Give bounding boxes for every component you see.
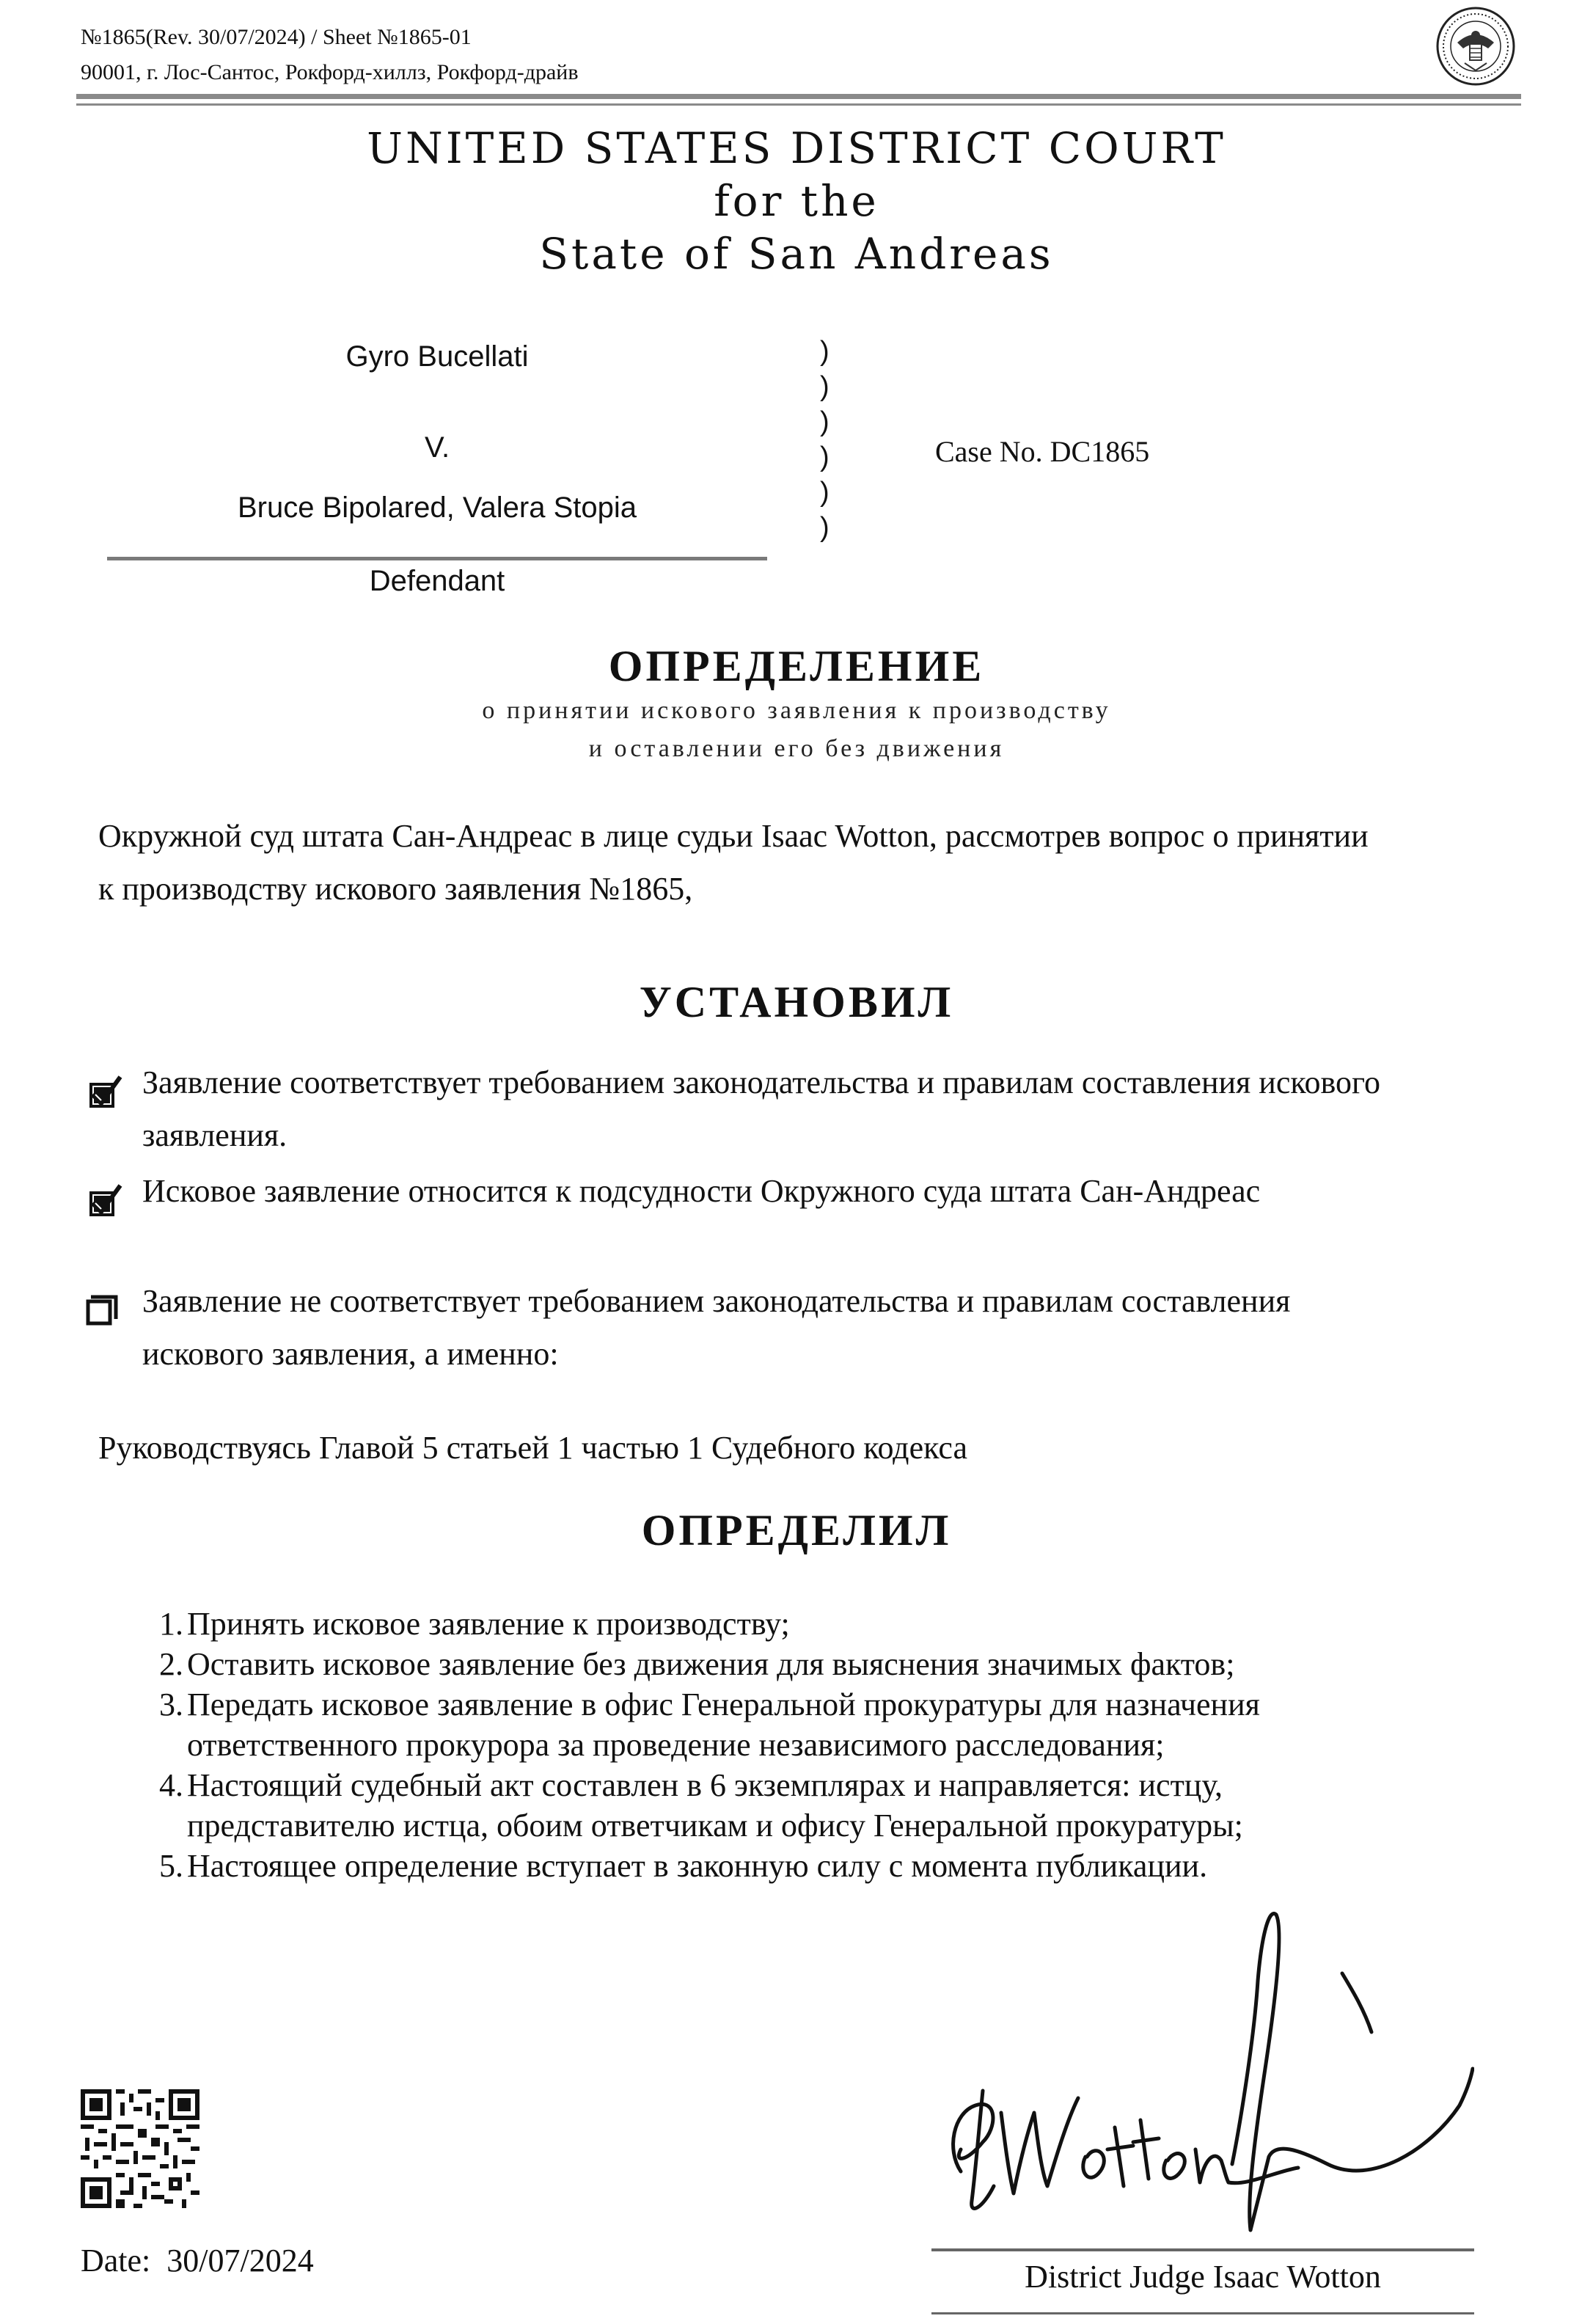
document-title: ОПРЕДЕЛЕНИЕ <box>608 642 985 690</box>
list-item-number: 2. <box>159 1646 183 1682</box>
established-item1-line1: Заявление соответствует требованием законодательства и правилам составления искового <box>142 1064 1380 1100</box>
established-item2-line1: Исковое заявление относится к подсудности Окружного суда штата Сан-Андреас <box>142 1173 1261 1209</box>
list-item-text: Принять исковое заявление к производству; <box>187 1606 790 1642</box>
header-divider <box>76 94 1521 99</box>
judge-signature <box>931 1907 1474 2245</box>
sheet-reference: №1865(Rev. 30/07/2024) / Sheet №1865-01 <box>81 25 472 49</box>
decision-list <box>147 1604 1423 1886</box>
court-address: 90001, г. Лос-Сантос, Рокфорд-хиллз, Рокфорд-драйв <box>81 60 579 84</box>
plaintiff-name: Gyro Bucellati <box>345 340 529 373</box>
list-item <box>147 1604 1423 1644</box>
list-item-text: Передать исковое заявление в офис Генеральной прокуратуры для назначения <box>187 1687 1260 1722</box>
signature-underline <box>931 2312 1474 2314</box>
caption-paren: ) <box>820 442 830 472</box>
qr-code-icon <box>81 2089 199 2208</box>
date-label: Date: <box>81 2243 151 2279</box>
list-item <box>147 1846 1423 1886</box>
established-item1-line2: заявления. <box>142 1117 288 1153</box>
list-item-text: Оставить исковое заявление без движения для выяснения значимых фактов; <box>187 1646 1235 1682</box>
court-name-line1: UNITED STATES DISTRICT COURT <box>367 123 1226 173</box>
court-name-line3: State of San Andreas <box>539 229 1054 279</box>
signature-line <box>931 2248 1474 2251</box>
caption-paren: ) <box>820 336 830 367</box>
case-number: Case No. DC1865 <box>935 435 1150 468</box>
list-item-number: 4. <box>159 1767 183 1803</box>
caption-paren: ) <box>820 406 830 437</box>
list-item <box>147 1765 1423 1846</box>
document-subtitle-line1: о принятии искового заявления к производству <box>482 697 1111 724</box>
list-item <box>147 1684 1423 1765</box>
court-seal-icon <box>1435 6 1516 87</box>
header-divider-thin <box>76 103 1521 106</box>
decided-heading: ОПРЕДЕЛИЛ <box>641 1506 952 1554</box>
list-item-number: 5. <box>159 1848 183 1884</box>
list-item-text: Настоящий судебный акт составлен в 6 экземплярах и направляется: истцу, <box>187 1767 1223 1803</box>
checked-box-icon <box>88 1074 123 1109</box>
established-heading: УСТАНОВИЛ <box>639 978 954 1026</box>
caption-paren: ) <box>820 371 830 402</box>
list-item-text-cont: представителю истца, обоим ответчикам и офису Генеральной прокуратуры; <box>187 1808 1243 1844</box>
caption-paren: ) <box>820 512 830 543</box>
defendant-names: Bruce Bipolared, Valera Stopia <box>237 492 637 524</box>
intro-line1: Окружной суд штата Сан-Андреас в лице судьи Isaac Wotton, рассмотрев вопрос о принятии <box>98 818 1369 854</box>
date-value: 30/07/2024 <box>166 2243 314 2279</box>
legal-basis: Руководствуясь Главой 5 статьей 1 частью 1 Судебного кодекса <box>98 1430 967 1466</box>
list-item-number: 1. <box>159 1606 183 1642</box>
document-date <box>81 2242 314 2279</box>
list-item-text: Настоящее определение вступает в законную силу с момента публикации. <box>187 1848 1208 1884</box>
judge-name: District Judge Isaac Wotton <box>1025 2259 1381 2295</box>
intro-line2: к производству искового заявления №1865, <box>98 871 693 907</box>
checked-box-icon <box>88 1183 123 1218</box>
defendant-label: Defendant <box>369 565 505 597</box>
established-item3-line2: искового заявления, а именно: <box>142 1336 559 1372</box>
established-item3-line1: Заявление не соответствует требованием законодательства и правилам составления <box>142 1283 1291 1319</box>
versus-label: V. <box>424 431 450 464</box>
list-item-number: 3. <box>159 1687 183 1722</box>
document-subtitle-line2: и оставлении его без движения <box>588 735 1005 762</box>
defendant-underline <box>107 557 767 560</box>
list-item <box>147 1644 1423 1684</box>
caption-paren: ) <box>820 477 830 508</box>
list-item-text-cont: ответственного прокурора за проведение независимого расследования; <box>187 1727 1165 1763</box>
unchecked-box-icon <box>85 1293 120 1328</box>
court-name-line2: for the <box>714 176 879 226</box>
